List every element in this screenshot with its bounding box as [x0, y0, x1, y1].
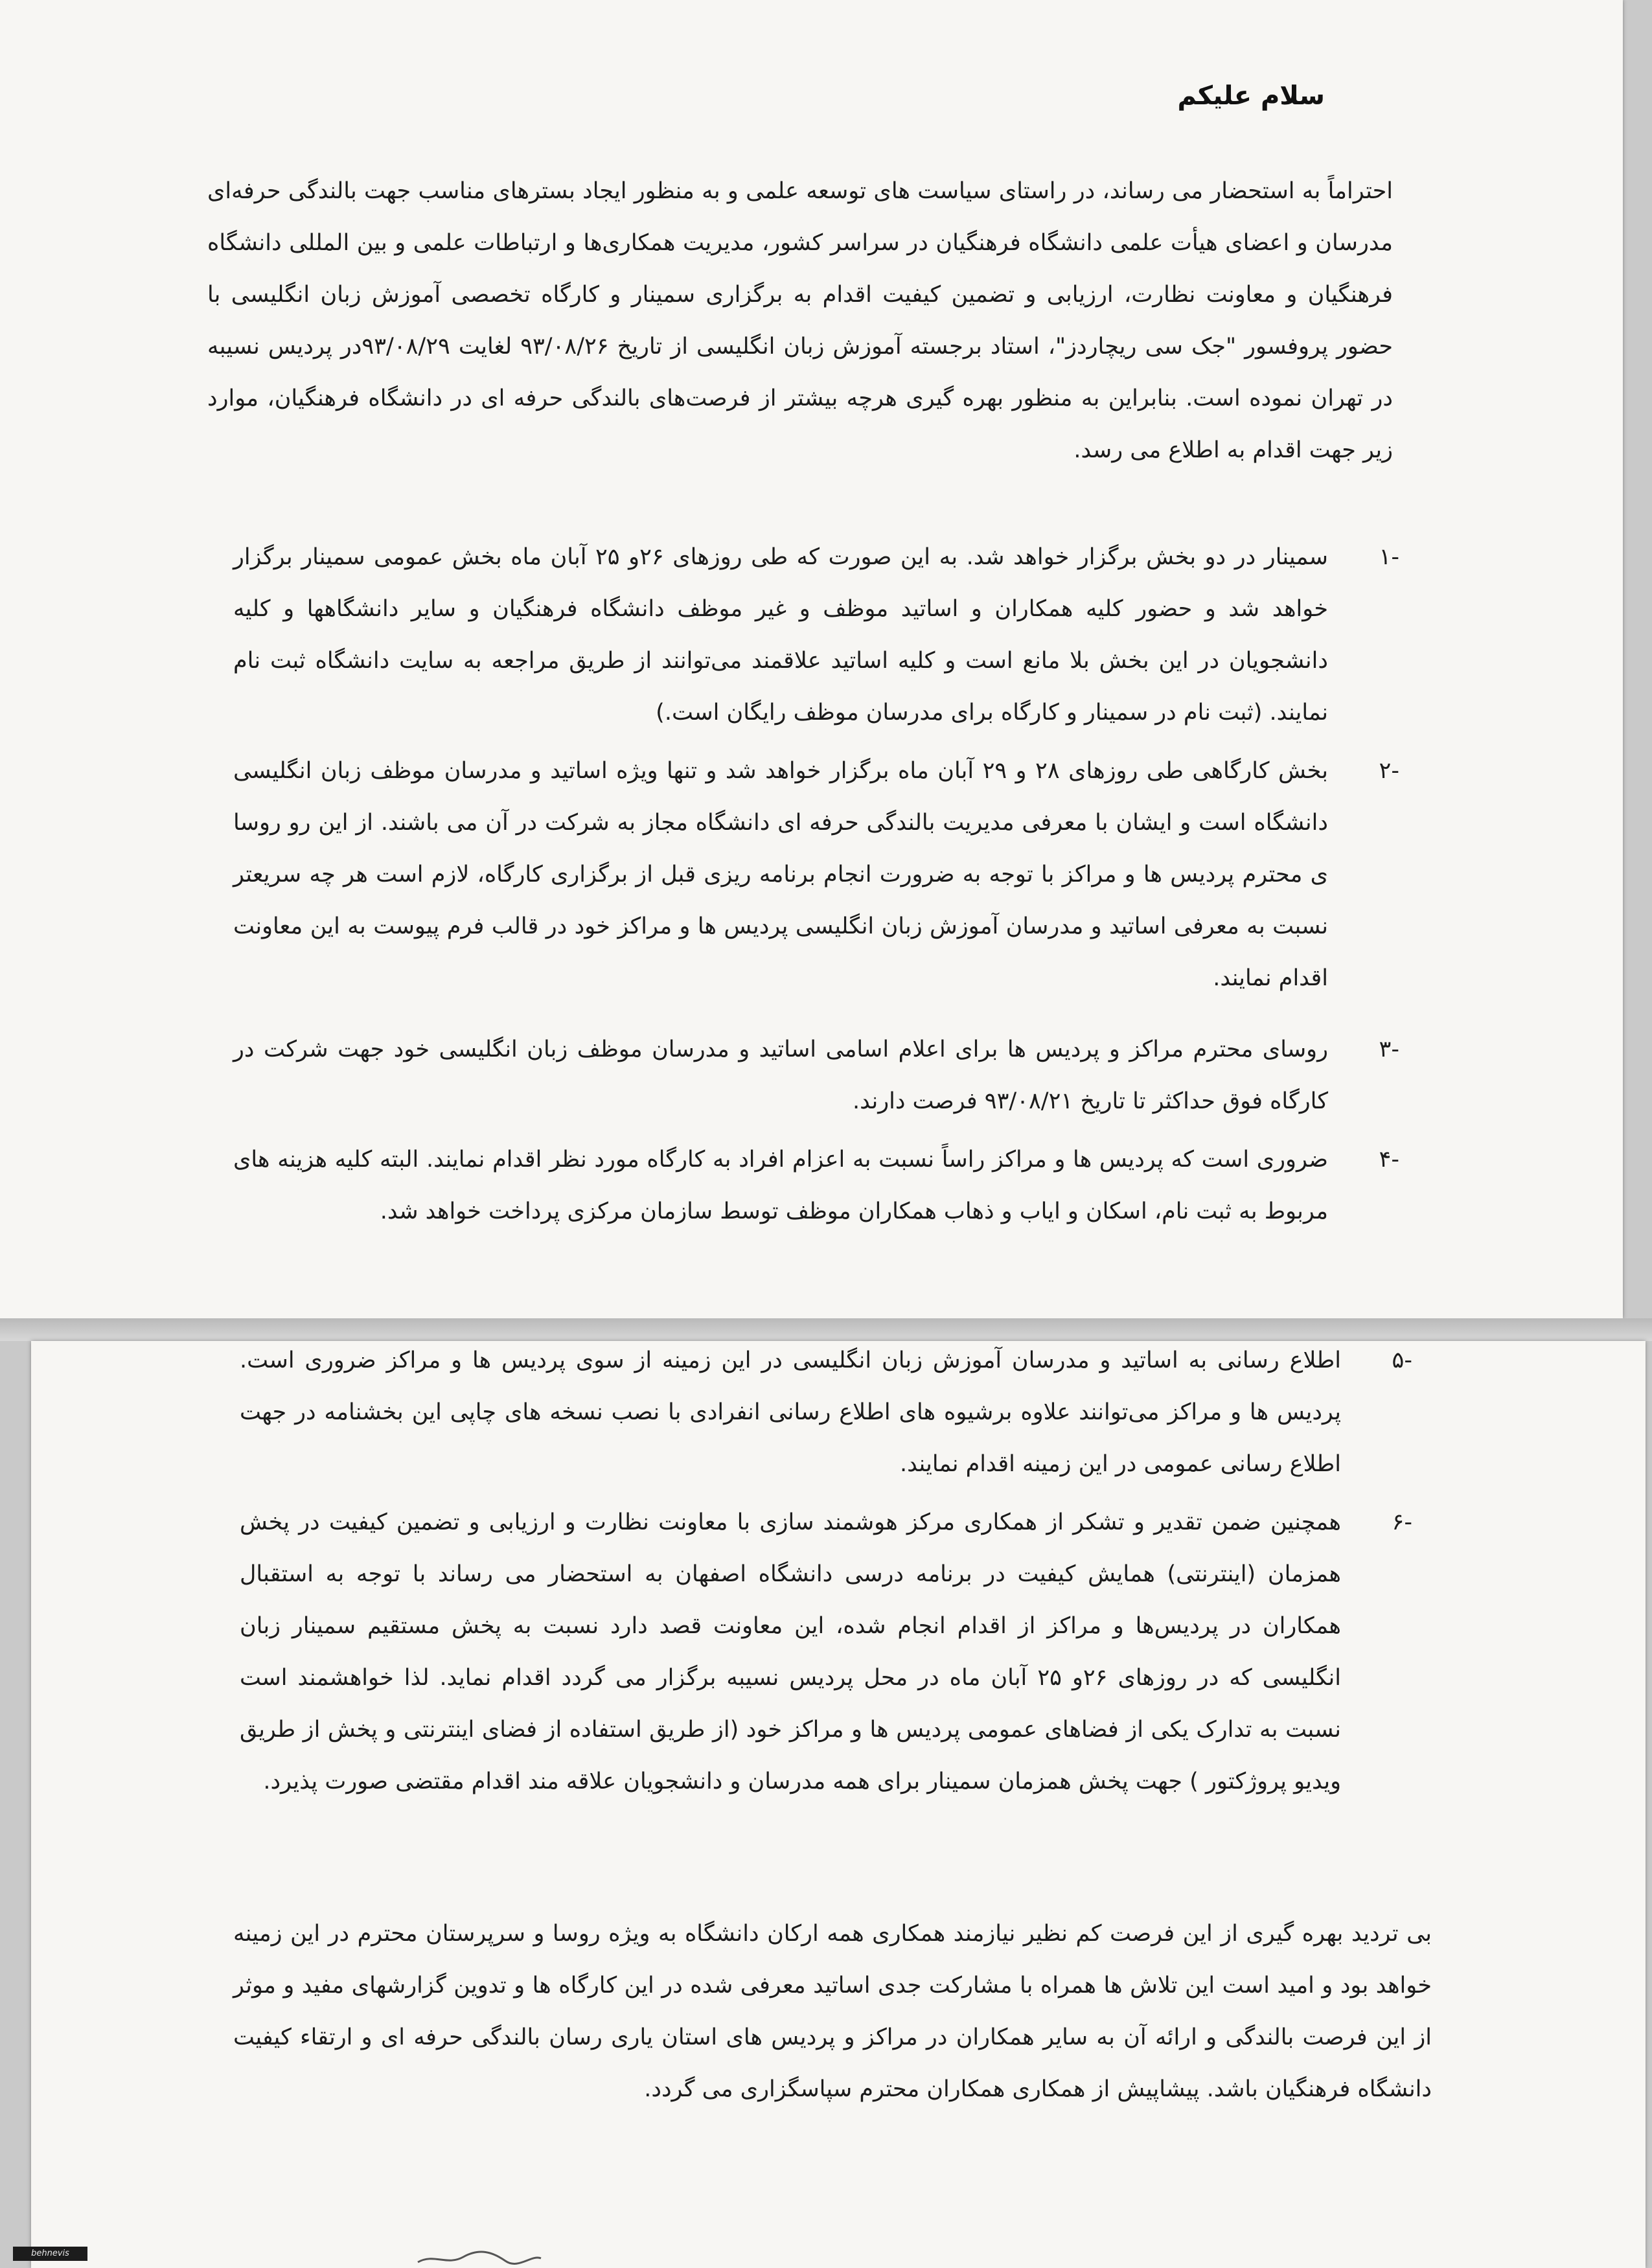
item-number: -۵ [1392, 1347, 1412, 1373]
list-item [240, 1334, 1412, 1490]
item-number: -۲ [1379, 758, 1399, 784]
greeting: سلام علیکم [1177, 81, 1325, 111]
signature-scribble [415, 2248, 544, 2267]
item-number: -۳ [1379, 1037, 1399, 1062]
list-item [233, 745, 1399, 1004]
item-text: ضروری است که پردیس ها و مراکز راساً نسبت به اعزام افراد به کارگاه مورد نظر اقدام نمایند. البته کلیه هزینه های مربوط به ثبت نام، اسکان و ایاب و ذهاب همکاران موظف توسط سازمان مرکزی پرداخت خواهد شد. [233, 1147, 1328, 1224]
list-item [240, 1496, 1412, 1807]
item-number: -۱ [1379, 544, 1399, 570]
item-number: -۶ [1392, 1509, 1412, 1535]
item-text: بخش کارگاهی طی روزهای ۲۸ و ۲۹ آبان ماه برگزار خواهد شد و تنها ویژه اساتید و مدرسان موظف زبان انگلیسی دانشگاه است و ایشان با معرفی مدیریت بالندگی حرفه ای دانشگاه مجاز به شرکت در آن می باشند. از این رو روسا ی محترم پردیس ها و مراکز با توجه به ضرورت انجام برنامه ریزی قبل از برگزاری کارگاه، لازم است هر چه سریعتر نسبت به معرفی اساتید و مدرسان آموزش زبان انگلیسی پردیس ها و مراکز خود در قالب فرم پیوست به این معاونت اقدام نمایند. [233, 758, 1328, 991]
list-item [233, 1024, 1399, 1127]
item-text: همچنین ضمن تقدیر و تشکر از همکاری مرکز هوشمند سازی با معاونت نظارت و ارزیابی و تضمین کیفیت در پخش همزمان (اینترنتی) همایش کیفیت در برنامه درسی دانشگاه اصفهان به استحضار می رساند با توجه به استقبال همکاران در پردیس‌ها و مراکز از اقدام انجام شده، این معاونت قصد دارد نسبت به پخش مستقیم سمینار زبان انگلیسی که در روزهای ۲۶و ۲۵ آبان ماه در محل پردیس نسیبه برگزار می گردد اقدام نماید. لذا خواهشمند است نسبت به تدارک یکی از فضاهای عمومی پردیس ها و مراکز خود (از طریق استفاده از فضای اینترنتی و پخش از طریق ویدیو پروژکتور ) جهت پخش همزمان سمینار برای همه مدرسان و دانشجویان علاقه مند اقدام مقتضی صورت پذیرد. [240, 1509, 1341, 1794]
list-item [233, 531, 1399, 739]
item-text: سمینار در دو بخش برگزار خواهد شد. به این صورت که طی روزهای ۲۶و ۲۵ آبان ماه بخش عمومی سمینار برگزار خواهد شد و حضور کلیه همکاران و اساتید موظف و غیر موظف دانشگاه فرهنگیان و سایر دانشگاهها و کلیه دانشجویان در این بخش بلا مانع است و کلیه اساتید علاقمند می‌توانند از طریق مراجعه به سایت دانشگاه ثبت نام نمایند. (ثبت نام در سمینار و کارگاه برای مدرسان موظف رایگان است.) [233, 544, 1329, 726]
item-text: روسای محترم مراکز و پردیس ها برای اعلام اسامی اساتید و مدرسان موظف زبان انگلیسی خود جهت شرکت در کارگاه فوق حداکثر تا تاریخ ۹۳/۰۸/۲۱ فرصت دارند. [233, 1037, 1328, 1114]
watermark-logo: behnevis [13, 2247, 87, 2261]
list-item [233, 1134, 1399, 1237]
intro-paragraph: احتراماً به استحضار می رساند، در راستای سیاست های توسعه علمی و به منظور ایجاد بسترهای مناسب جهت بالندگی حرفه‌ای مدرسان و اعضای هیأت علمی دانشگاه فرهنگیان در سراسر کشور، مدیریت همکاری‌ها و ارتباطات علمی و بین المللی دانشگاه فرهنگیان و معاونت نظارت، ارزیابی و تضمین کیفیت اقدام به برگزاری سمینار و کارگاه تخصصی آموزش زبان انگلیسی با حضور پروفسور "جک سی ریچاردز"، استاد برجسته آموزش زبان انگلیسی از تاریخ ۹۳/۰۸/۲۶ لغایت ۹۳/۰۸/۲۹در پردیس نسیبه در تهران نموده است. بنابراین به منظور بهره گیری هرچه بیشتر از فرصت‌های بالندگی حرفه ای در دانشگاه فرهنگیان، موارد زیر جهت اقدام به اطلاع می رسد. [207, 178, 1393, 463]
item-number: -۴ [1379, 1147, 1399, 1173]
item-text: اطلاع رسانی به اساتید و مدرسان آموزش زبان انگلیسی در این زمینه از سوی پردیس ها و مراکز ضروری است. پردیس ها و مراکز می‌توانند علاوه برشیوه های اطلاع رسانی انفرادی با نصب نسخه های چاپی این بخشنامه در جهت اطلاع رسانی عمومی در این زمینه اقدام نمایند. [240, 1347, 1341, 1477]
closing-paragraph: بی تردید بهره گیری از این فرصت کم نظیر نیازمند همکاری همه ارکان دانشگاه به ویژه روسا و سرپرستان محترم در این زمینه خواهد بود و امید است این تلاش ها همراه با مشارکت جدی اساتید معرفی شده در این کارگاه ها و تدوین گزارشهای مفید و موثر از این فرصت بالندگی و ارائه آن به سایر همکاران در مراکز و پردیس های استان یاری رسان بالندگی حرفه ای و ارتقاء کیفیت دانشگاه فرهنگیان باشد. پیشاپیش از همکاری همکاران محترم سپاسگزاری می گردد. [233, 1921, 1432, 2102]
